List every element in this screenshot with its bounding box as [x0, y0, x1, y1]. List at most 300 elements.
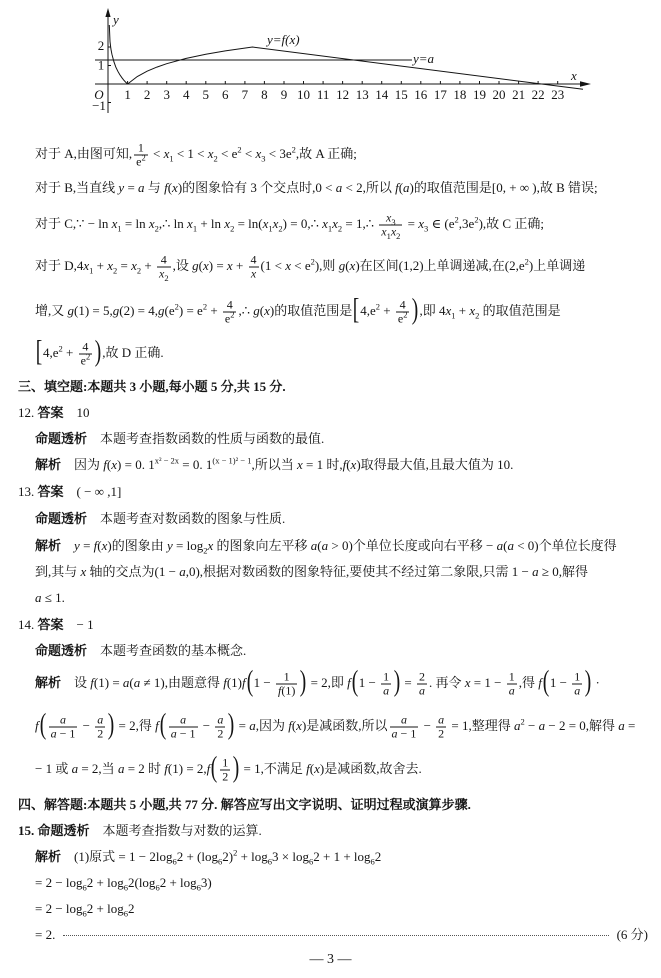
- option-d-analysis-continued: [35, 292, 561, 326]
- text-run: 对于 D,4: [35, 257, 84, 273]
- math-variable: a: [138, 180, 145, 195]
- text-run: (1)原式 = 1 − 2log: [61, 849, 173, 864]
- math-variable: f: [347, 674, 351, 690]
- text-run: − 1: [63, 617, 94, 632]
- subscript: 6: [370, 856, 375, 867]
- math-variable: a: [50, 726, 57, 741]
- text-run: 2: [438, 726, 445, 741]
- math-variable: a: [538, 717, 546, 733]
- text-run: ≥ 0,解得: [538, 564, 589, 579]
- text-run: 2(log: [127, 875, 156, 890]
- text-run: − 1: [56, 726, 76, 741]
- text-run: = 1 时,: [302, 457, 343, 472]
- fraction: [134, 142, 148, 169]
- text-run: )是减函数,所以: [301, 717, 388, 733]
- text-run: ( − ∞ ,1]: [63, 484, 122, 499]
- text-run: 4: [226, 297, 233, 312]
- large-bracket: ): [228, 707, 235, 741]
- x-tick-label: 15: [394, 87, 408, 102]
- y-axis-arrow-icon: [105, 8, 110, 17]
- text-run: =: [235, 717, 250, 733]
- math-variable: a: [418, 683, 425, 698]
- math-variable: a: [532, 564, 539, 579]
- subscript: 1: [169, 153, 174, 164]
- subscript: 2: [203, 545, 208, 556]
- text-run: + log: [237, 849, 268, 864]
- text-run: )取得最大值,且最大值为 10.: [356, 457, 514, 472]
- text-run: 2 + 1 + log: [313, 849, 371, 864]
- math-variable: y: [167, 538, 173, 553]
- numerator: [379, 212, 402, 226]
- text-run: =: [401, 674, 415, 690]
- text-run: +: [380, 302, 394, 318]
- large-bracket: (: [211, 750, 218, 784]
- bold-label: 命题透析: [35, 511, 88, 526]
- superscript: 2: [454, 214, 459, 225]
- text-run: 1: [508, 669, 515, 684]
- text-run: ∈ (e: [428, 215, 455, 231]
- text-run: 到,其与: [35, 564, 81, 579]
- math-variable: a: [496, 538, 504, 553]
- x-tick-label: 4: [182, 87, 190, 102]
- math-variable: g: [192, 257, 199, 273]
- q14-solution-continued: [35, 707, 636, 741]
- math-variable: f: [164, 760, 168, 776]
- text-run: > 0)个单位长度或向右平移 −: [328, 538, 497, 553]
- denominator: [95, 728, 105, 741]
- fraction: [215, 714, 225, 741]
- large-bracket: [: [352, 292, 360, 326]
- text-run: < 2,所以: [342, 180, 396, 195]
- fraction: [507, 671, 517, 698]
- q13-solution-end: [35, 589, 65, 607]
- superscript: 2: [174, 301, 179, 312]
- fraction: [220, 757, 230, 784]
- text-run: 1: [137, 140, 144, 155]
- x-tick-label: 18: [453, 87, 467, 102]
- fraction: [417, 671, 427, 698]
- text-run: ) =: [208, 257, 227, 273]
- text-run: < e: [290, 257, 311, 273]
- text-run: 2: [222, 769, 229, 784]
- math-variable: x: [464, 674, 471, 690]
- large-bracket: (: [246, 664, 253, 698]
- text-run: (2) = 4,: [119, 302, 159, 318]
- text-run: ,即 4: [419, 302, 446, 318]
- math-variable: f: [242, 674, 246, 690]
- math-variable: f: [103, 457, 107, 472]
- text-run: ),则: [314, 257, 339, 273]
- q14-answer: [18, 616, 94, 634]
- text-run: +: [207, 302, 221, 318]
- math-variable: x: [255, 145, 262, 161]
- math-variable: f: [288, 717, 292, 733]
- math-variable: a: [507, 538, 514, 553]
- math-variable: x: [296, 457, 303, 472]
- math-variable: f: [538, 674, 542, 690]
- bold-label: 解析: [35, 674, 62, 690]
- text-run: 2: [97, 726, 104, 741]
- math-variable: f: [223, 674, 227, 690]
- math-variable: a: [35, 590, 42, 605]
- text-run: = log: [172, 538, 204, 553]
- text-run: (: [345, 257, 350, 273]
- text-run: =: [124, 180, 139, 195]
- math-variable: x: [264, 302, 270, 318]
- text-run: 4,e: [43, 344, 59, 360]
- text-run: (1) =: [93, 674, 123, 690]
- text-run: +: [141, 257, 156, 273]
- bold-label: 答案: [37, 617, 64, 632]
- math-variable: a: [217, 712, 224, 727]
- q12-intent: [35, 430, 324, 448]
- q13-solution: [35, 537, 617, 555]
- superscript: 2: [291, 144, 296, 155]
- text-run: 对于 B,当直线: [35, 180, 119, 195]
- fraction: [95, 714, 105, 741]
- subscript: 2: [278, 223, 283, 234]
- text-run: 2: [374, 849, 382, 864]
- y-tick-label: 2: [97, 38, 105, 53]
- text-run: (1 <: [260, 257, 286, 273]
- text-run: ),故 C 正确;: [478, 215, 544, 231]
- text-run: ,3e: [458, 215, 475, 231]
- superscript: 2: [520, 716, 525, 727]
- math-variable: f: [306, 760, 310, 776]
- text-run: 1 −: [253, 674, 274, 690]
- option-d-conclusion: [35, 334, 164, 368]
- subscript: 6: [123, 908, 128, 919]
- text-run: (: [346, 457, 351, 472]
- subscript: 6: [155, 882, 160, 893]
- numerator: [276, 671, 297, 685]
- text-run: 对于 C,∵ − ln: [35, 215, 112, 231]
- math-variable: x: [386, 210, 392, 225]
- text-run: =: [79, 538, 94, 553]
- numerator: [417, 671, 427, 685]
- q15-solution-result: [35, 926, 648, 944]
- subscript: 2: [396, 230, 401, 241]
- text-run: 2 + log: [86, 901, 124, 916]
- math-variable: a: [310, 538, 318, 553]
- math-variable: x: [207, 538, 214, 553]
- denominator: [249, 268, 259, 281]
- text-run: (: [503, 538, 508, 553]
- text-run: ,0),根据对数函数的图象特征,要使其不经过第二象限,只需 1 −: [185, 564, 533, 579]
- superscript: 2: [58, 343, 63, 354]
- large-bracket: (: [542, 664, 550, 698]
- math-variable: f: [155, 717, 159, 733]
- text-run: 12.: [18, 405, 38, 420]
- x-tick-label: 17: [433, 87, 447, 102]
- denominator: [390, 728, 419, 741]
- text-run: )上单调递: [528, 257, 586, 273]
- text-run: =: [624, 717, 636, 733]
- superscript: 2: [403, 309, 408, 320]
- text-run: ) = e: [178, 302, 203, 318]
- superscript: 2: [141, 152, 146, 163]
- q15-solution-step-2: [35, 874, 212, 892]
- text-run: ,∴ ln: [158, 215, 188, 231]
- subscript: 2: [230, 223, 235, 234]
- text-run: 3): [200, 875, 212, 890]
- fraction: [572, 671, 582, 698]
- function-graph: [0, 0, 661, 125]
- superscript: 2: [202, 301, 208, 312]
- numerator: [249, 254, 259, 268]
- superscript: 2: [233, 847, 238, 858]
- math-variable: g: [112, 302, 120, 318]
- text-run: ,故 A 正确;: [295, 145, 357, 161]
- x-tick-label: 14: [375, 87, 389, 102]
- text-run: (: [167, 180, 173, 195]
- large-bracket: ): [94, 334, 102, 368]
- text-run: +: [455, 302, 470, 318]
- denominator: [215, 728, 225, 741]
- x-tick-label: 5: [202, 87, 210, 102]
- x-axis-arrow-icon: [580, 81, 591, 86]
- math-variable: y: [74, 538, 80, 553]
- text-run: = ln: [121, 215, 149, 231]
- math-variable: a: [122, 674, 130, 690]
- math-variable: x: [262, 215, 269, 231]
- large-bracket: ): [412, 292, 419, 326]
- text-run: ,∴: [238, 302, 254, 318]
- math-variable: f: [277, 683, 282, 698]
- q14-intent: [35, 642, 246, 660]
- text-run: (1) = 5,: [74, 302, 113, 318]
- text-run: 2 + log: [159, 875, 197, 890]
- math-variable: a: [508, 683, 515, 698]
- denominator: [134, 152, 148, 169]
- x-tick-label: 20: [492, 87, 506, 102]
- math-variable: g: [253, 302, 260, 318]
- math-variable: a: [403, 180, 410, 195]
- math-variable: x: [207, 145, 214, 161]
- text-run: 4: [399, 297, 406, 312]
- text-run: − 1: [176, 726, 196, 741]
- text-run: 本题考查指数与对数的运算.: [89, 823, 262, 838]
- math-variable: x: [296, 717, 302, 733]
- text-run: < 3e: [265, 145, 292, 161]
- math-variable: x: [285, 257, 291, 273]
- subscript: 6: [196, 882, 201, 893]
- y-axis-label: y: [113, 12, 119, 27]
- numerator: [507, 671, 517, 685]
- denominator: [436, 728, 446, 741]
- bold-label: 解析: [35, 538, 62, 553]
- text-run: (: [309, 760, 315, 776]
- numerator: [220, 757, 230, 771]
- subscript: 1: [117, 223, 122, 234]
- numerator: [381, 671, 391, 685]
- large-bracket: [: [35, 334, 43, 368]
- text-run: = 2,即: [307, 674, 348, 690]
- large-bracket: ): [108, 707, 115, 741]
- large-bracket: ): [233, 750, 240, 784]
- denominator: [572, 685, 582, 698]
- x-axis-label: x: [571, 68, 577, 83]
- text-run: 2: [127, 901, 135, 916]
- x-tick-label: 1: [124, 87, 131, 102]
- text-run: = ln(: [234, 215, 263, 231]
- math-variable: x: [187, 215, 193, 231]
- x-tick-label: 21: [512, 87, 526, 102]
- math-variable: x: [226, 257, 233, 273]
- text-run: 4: [82, 339, 89, 354]
- y-tick-label: −1: [92, 98, 106, 113]
- math-variable: x: [381, 224, 387, 239]
- q13-answer: [18, 483, 121, 501]
- text-run: < 1 <: [173, 145, 208, 161]
- superscript: 2: [524, 256, 529, 267]
- math-variable: a: [170, 726, 177, 741]
- bold-label: 解析: [35, 457, 62, 472]
- text-run: −: [524, 717, 539, 733]
- x-tick-label: 23: [551, 87, 565, 102]
- math-variable: a: [514, 717, 521, 733]
- subscript: 3: [391, 216, 396, 227]
- math-variable: a: [60, 712, 67, 727]
- bold-label: 命题透析: [35, 431, 88, 446]
- q12-solution: [35, 456, 513, 474]
- bold-label: 答案: [37, 484, 64, 499]
- q15-intent: [18, 822, 262, 840]
- math-variable: a: [574, 683, 581, 698]
- text-run: (: [198, 257, 203, 273]
- math-variable: f: [206, 760, 211, 776]
- text-run: 轴的交点为(1 −: [86, 564, 180, 579]
- math-variable: x: [163, 145, 170, 161]
- text-run: ≠ 1),由题意得: [140, 674, 224, 690]
- subscript: 2: [154, 223, 159, 234]
- subscript: 2: [136, 265, 142, 276]
- numerator: [572, 671, 582, 685]
- math-variable: a: [438, 712, 445, 727]
- x-tick-label: 8: [261, 87, 268, 102]
- superscript: (x − 1)² − 1: [212, 455, 252, 466]
- text-run: ) = 0. 1: [117, 457, 155, 472]
- superscript: x² − 2x: [154, 455, 180, 466]
- text-run: 2: [418, 669, 425, 684]
- text-run: (: [259, 302, 265, 318]
- large-bracket: ): [584, 664, 592, 698]
- subscript: 6: [267, 856, 273, 867]
- text-run: =: [117, 257, 132, 273]
- numerator: [169, 714, 198, 728]
- option-b-analysis: [35, 179, 598, 197]
- denominator: [379, 226, 402, 239]
- option-d-analysis: [35, 254, 585, 281]
- text-run: 14.: [18, 617, 38, 632]
- subscript: 6: [123, 882, 128, 893]
- denominator: [157, 268, 171, 281]
- denominator: [79, 351, 93, 368]
- text-run: ,所以当: [251, 457, 297, 472]
- q14-solution-end: [35, 750, 422, 784]
- text-run: +: [62, 344, 77, 360]
- text-run: 的取值范围是: [479, 302, 561, 318]
- subscript: 1: [268, 223, 273, 234]
- subscript: 2: [113, 265, 118, 276]
- math-variable: a: [321, 538, 329, 553]
- text-run: −: [199, 717, 214, 733]
- math-variable: x: [349, 257, 356, 273]
- math-variable: a: [618, 717, 625, 733]
- math-variable: a: [97, 712, 104, 727]
- text-run: 与: [144, 180, 165, 195]
- fraction: [436, 714, 446, 741]
- text-run: 1 −: [549, 674, 571, 690]
- text-run: 10: [63, 405, 90, 420]
- x-tick-label: 10: [297, 87, 310, 102]
- subscript: 6: [82, 908, 87, 919]
- text-run: = 2,得: [115, 717, 156, 733]
- text-run: e: [224, 311, 231, 326]
- text-run: ,设: [172, 257, 193, 273]
- text-run: )的取值范围是: [269, 302, 353, 318]
- subscript: 2: [213, 153, 218, 164]
- text-run: (: [97, 538, 102, 553]
- subscript: 1: [192, 223, 198, 234]
- text-run: )的图象由: [107, 538, 167, 553]
- subscript: 6: [217, 856, 223, 867]
- text-run: = 2.: [35, 927, 56, 942]
- math-variable: x: [314, 760, 320, 776]
- bold-label: 三、填空题:本题共 3 小题,每小题 5 分,共 15 分.: [18, 379, 286, 394]
- subscript: 3: [424, 223, 429, 234]
- text-run: 2 + (log: [176, 849, 218, 864]
- fraction: [276, 671, 297, 698]
- math-variable: x: [107, 257, 114, 273]
- text-run: 2: [217, 726, 224, 741]
- text-run: = 2,当: [78, 760, 118, 776]
- denominator: [169, 728, 198, 741]
- math-variable: x: [111, 215, 118, 231]
- text-run: 13.: [18, 484, 38, 499]
- section-3-heading: [18, 378, 286, 396]
- text-run: − 1 或: [35, 760, 72, 776]
- text-run: − 2 = 0,解得: [545, 717, 619, 733]
- large-bracket: ): [300, 664, 307, 698]
- text-run: <: [241, 145, 256, 161]
- section-4-heading: [18, 796, 471, 814]
- numerator: [157, 254, 171, 268]
- text-run: = 1,不满足: [240, 760, 307, 776]
- y-tick-label: 1: [97, 57, 105, 73]
- math-variable: x: [80, 564, 87, 579]
- origin-label: O: [94, 87, 104, 102]
- math-variable: a: [180, 712, 187, 727]
- option-a-analysis: [35, 142, 357, 169]
- math-variable: a: [133, 674, 141, 690]
- text-run: − 1: [397, 726, 417, 741]
- superscript: 2: [474, 214, 479, 225]
- superscript: 2: [230, 309, 235, 320]
- text-run: )的图象恰有 3 个交点时,0 <: [177, 180, 336, 195]
- text-run: )是减函数,故舍去.: [319, 760, 422, 776]
- fraction: [379, 212, 402, 239]
- text-run: (: [317, 538, 322, 553]
- math-variable: a: [249, 717, 256, 733]
- denominator: [276, 685, 297, 698]
- x-tick-label: 19: [473, 87, 486, 102]
- curve-f-of-x: [109, 25, 583, 89]
- text-run: 本题考查函数的基本概念.: [87, 643, 247, 658]
- math-variable: x: [445, 302, 452, 318]
- x-tick-label: 11: [316, 87, 330, 102]
- bold-label: 解析: [35, 849, 62, 864]
